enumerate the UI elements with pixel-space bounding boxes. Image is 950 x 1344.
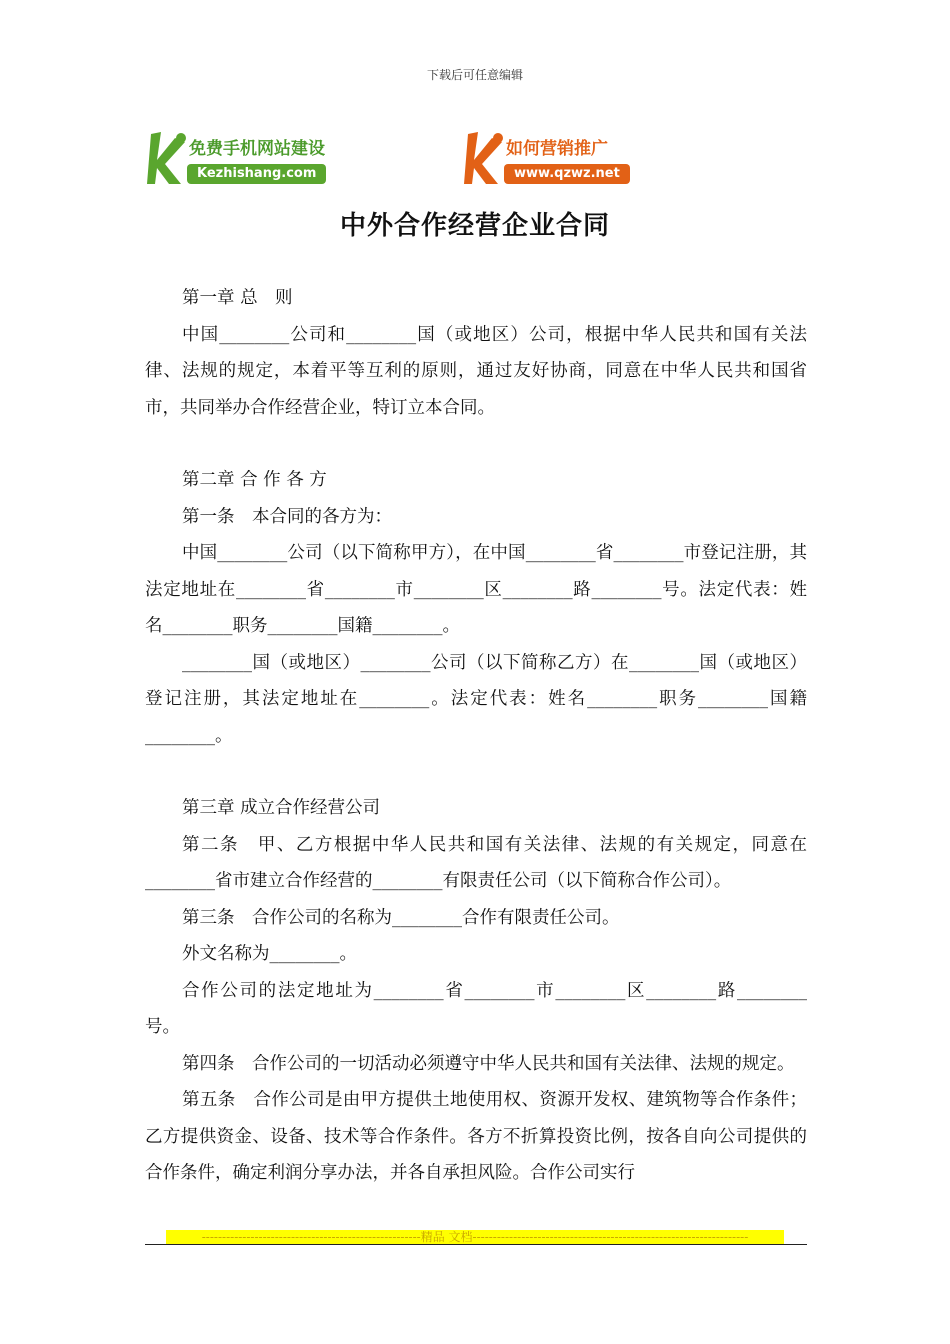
paragraph: ________国（或地区）________公司（以下简称乙方）在________国（或地区）登记注册，其法定地址在________。法定代表：姓名________职务________国籍________。 bbox=[145, 652, 807, 746]
logo-url: Kezhishang.com bbox=[187, 164, 326, 184]
k-logo-icon bbox=[462, 130, 506, 186]
paragraph: 第四条 合作公司的一切活动必须遵守中华人民共和国有关法律、法规的规定。 bbox=[182, 1053, 795, 1074]
logo-tagline: 免费手机网站建设 bbox=[189, 139, 325, 159]
paragraph: 合作公司的法定地址为________省________市________区________路________号。 bbox=[145, 980, 807, 1037]
qzwz-logo bbox=[462, 130, 662, 186]
contract-body bbox=[145, 280, 807, 1192]
paragraph: 第一条 本合同的各方为： bbox=[182, 506, 392, 527]
kezhishang-logo bbox=[145, 130, 345, 186]
paragraph: 第三条 合作公司的名称为________合作有限责任公司。 bbox=[182, 907, 620, 928]
chapter-heading: 第二章 合 作 各 方 bbox=[182, 470, 327, 490]
k-logo-icon bbox=[145, 130, 189, 186]
paragraph: 中国________公司和________国（或地区）公司，根据中华人民共和国有关法律、法规的规定，本着平等互利的原则，通过友好协商，同意在中华人民共和国省市，共同举办合作经营企业，特订立本合同。 bbox=[145, 324, 807, 418]
chapter-heading: 第三章 成立合作经营公司 bbox=[182, 798, 381, 818]
header-note: 下载后可任意编辑 bbox=[426, 68, 523, 82]
paragraph: 中国________公司（以下简称甲方），在中国________省________市登记注册，其法定地址在________省________市________区________路________号。法定代表：姓名________职务________国籍________。 bbox=[145, 543, 807, 636]
paragraph: 第二条 甲、乙方根据中华人民共和国有关法律、法规的有关规定，同意在________省市建立合作经营的________有限责任公司（以下简称合作公司）。 bbox=[145, 834, 807, 891]
logo-url: www.qzwz.net bbox=[504, 164, 630, 184]
document-title: 中外合作经营企业合同 bbox=[339, 211, 610, 241]
footer-divider bbox=[145, 1244, 807, 1245]
paragraph: 第五条 合作公司是由甲方提供土地使用权、资源开发权、建筑物等合作条件；乙方提供资金、设备、技术等合作条件。各方不折算投资比例，按各自向公司提供的合作条件，确定利润分享办法，并各自承担风险。合作公司实行 bbox=[145, 1090, 807, 1183]
chapter-heading: 第一章 总 则 bbox=[182, 288, 293, 308]
paragraph: 外文名称为________。 bbox=[182, 944, 357, 964]
logo-tagline: 如何营销推广 bbox=[506, 139, 608, 159]
footer-label: 精品 文档 bbox=[420, 1230, 473, 1244]
footer-watermark: ------------------------------------------------------精品 文档-------------------------------------------------------------------- bbox=[166, 1230, 784, 1244]
